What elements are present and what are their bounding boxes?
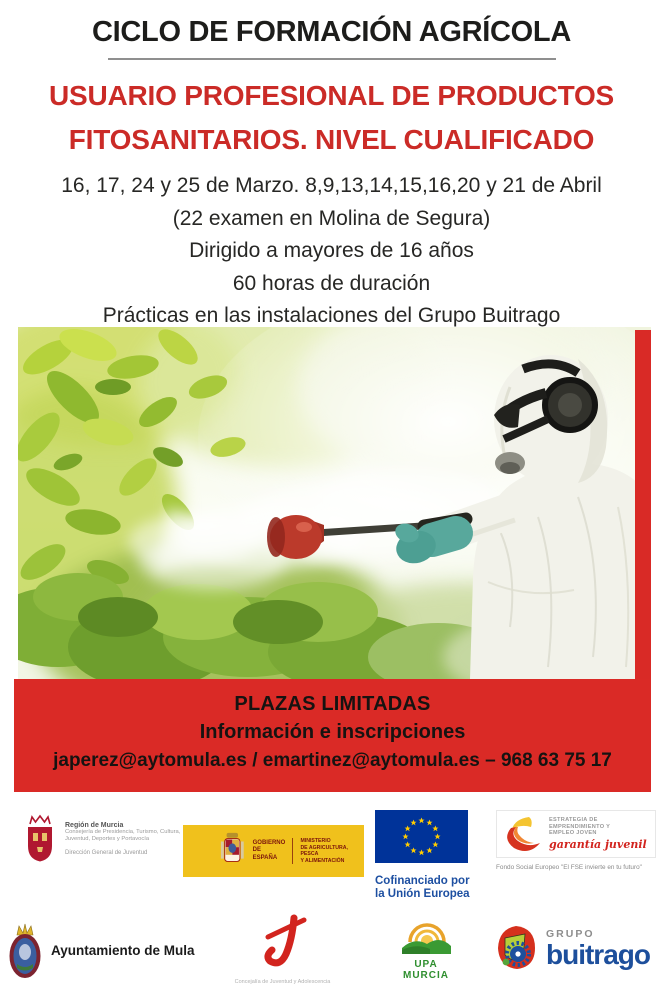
murcia-dept-line2: Juventud, Deportes y Portavocía	[65, 836, 150, 842]
detail-dates: 16, 17, 24 y 25 de Marzo. 8,9,13,14,15,16,20 y 21 de Abril	[61, 174, 602, 197]
course-subtitle	[0, 74, 663, 162]
detail-location: Prácticas en las instalaciones del Grupo Buitrago	[102, 304, 561, 327]
course-photo	[18, 327, 651, 679]
title-divider	[108, 58, 556, 60]
course-details	[0, 170, 663, 333]
detail-exam: (22 examen en Molina de Segura)	[172, 206, 491, 230]
buitrago-emblem-icon	[494, 924, 538, 972]
juventud-j-icon	[256, 910, 310, 968]
buitrago-name: buitrago	[546, 938, 650, 970]
banner-contact: japerez@aytomula.es / emartinez@aytomula.es – 968 63 75 17	[53, 750, 612, 771]
logo-garantia-juvenil	[496, 810, 656, 871]
gobierno-line2: DE ESPAÑA	[252, 847, 278, 861]
course-subtitle-line2: FITOSANITARIOS. NIVEL CUALIFICADO	[68, 124, 595, 155]
mula-crest-icon	[8, 922, 42, 978]
detail-duration: 60 horas de duración	[232, 271, 431, 295]
mula-name: Ayuntamiento de Mula	[51, 942, 195, 958]
eu-flag-icon	[375, 810, 468, 863]
banner-subheading: Información e inscripciones	[199, 721, 466, 743]
garantia-juvenil-swoosh-icon	[501, 814, 543, 854]
fondo-social-europeo-text: Fondo Social Europeo "El FSE invierte en tu futuro"	[496, 864, 642, 871]
logo-upa-murcia	[390, 916, 462, 981]
contact-banner	[14, 679, 651, 792]
gobierno-line1: GOBIERNO	[252, 839, 286, 846]
banner-heading: PLAZAS LIMITADAS	[234, 693, 431, 715]
page-title: CICLO DE FORMACIÓN AGRÍCOLA	[92, 16, 571, 48]
side-accent-strip	[635, 330, 651, 679]
detail-age: Dirigido a mayores de 16 años	[189, 239, 474, 262]
logo-union-europea	[375, 810, 475, 901]
juventud-caption: Concejalía de Juventud y Adolescencia	[234, 979, 331, 985]
upa-text-line1: UPA	[414, 959, 438, 970]
murcia-dept-line1: Consejería de Presidencia, Turismo, Cultura,	[65, 829, 181, 835]
murcia-shield-icon	[24, 814, 56, 866]
ministerio-line1: MINISTERIO	[300, 838, 331, 844]
upa-text-line2: MURCIA	[403, 970, 449, 981]
upa-sun-icon	[400, 916, 452, 954]
spain-coat-of-arms-icon	[219, 831, 246, 871]
course-subtitle-line1: USUARIO PROFESIONAL DE PRODUCTOS	[48, 80, 615, 111]
garantia-caps-line3: EMPLEO JOVEN	[549, 830, 597, 837]
logo-concejalia-juventud	[225, 910, 340, 985]
logo-grupo-buitrago	[494, 924, 650, 972]
sprayer-person-illustration	[18, 327, 651, 679]
ministerio-line2: DE AGRICULTURA, PESCA	[300, 844, 348, 857]
murcia-name: Región de Murcia	[65, 822, 124, 829]
gobierno-divider	[292, 838, 293, 864]
logo-gobierno-de-espana	[183, 825, 364, 877]
ministerio-line3: Y ALIMENTACIÓN	[300, 857, 345, 864]
garantia-juvenil-script: garantía juvenil	[549, 837, 647, 851]
eu-caption-line2: la Unión Europea	[375, 888, 470, 900]
eu-caption-line1: Cofinanciado por	[375, 875, 470, 887]
logo-region-de-murcia	[24, 814, 180, 866]
garantia-caps-line1: ESTRATEGIA DE	[549, 817, 598, 824]
logo-ayuntamiento-de-mula	[8, 922, 195, 978]
garantia-caps-line2: EMPRENDIMIENTO Y	[549, 823, 611, 830]
buitrago-grupo-text: GRUPO	[546, 927, 595, 940]
murcia-direccion: Dirección General de Juventud	[65, 850, 148, 856]
